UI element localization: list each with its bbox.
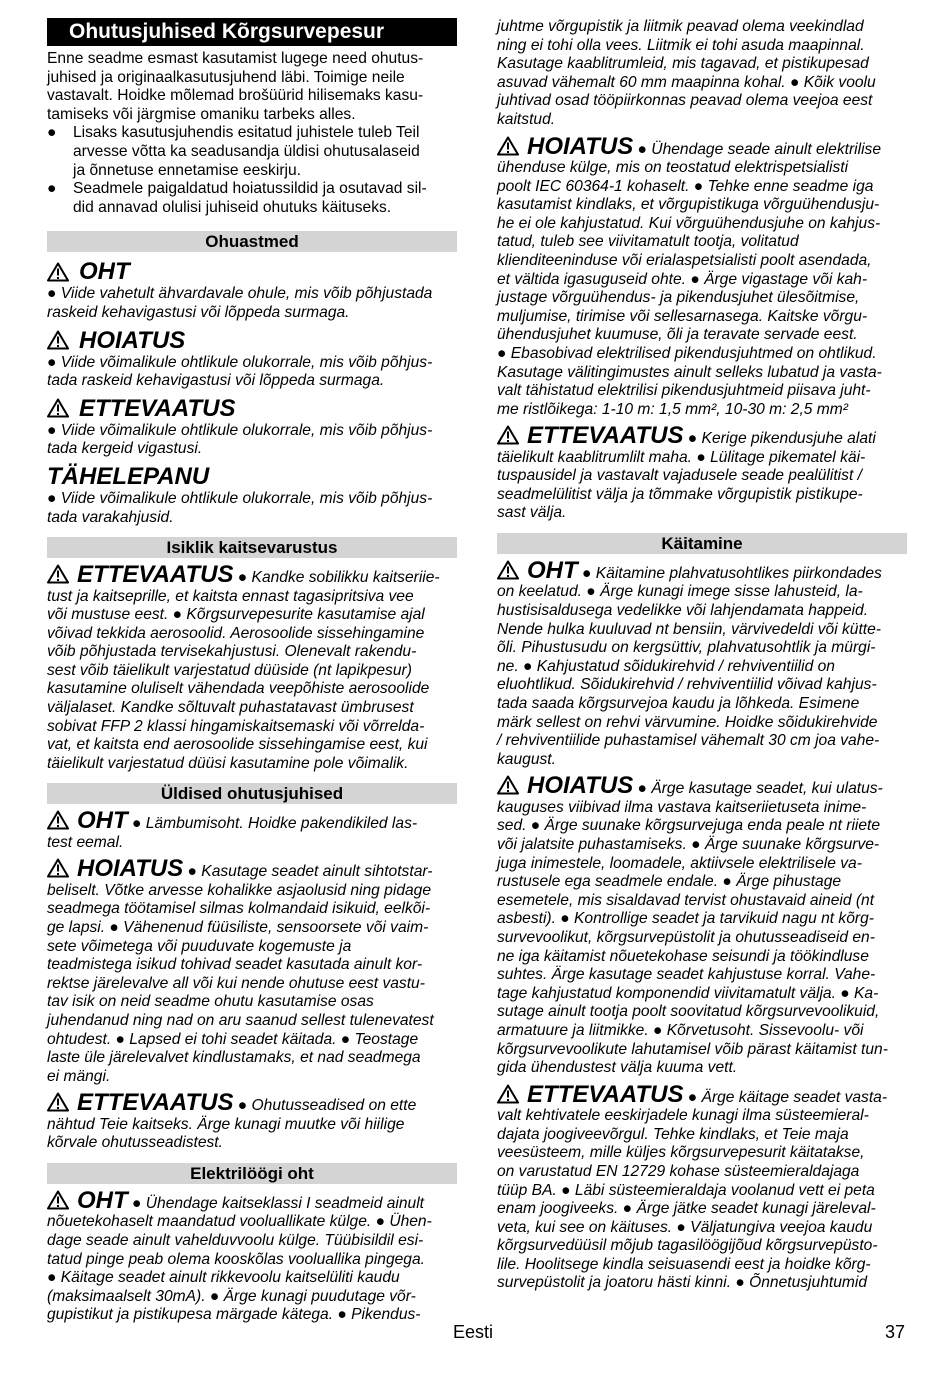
hazard-text-line: ● Viide võimalikule ohtlikule olukorrale, mis võib põhjus- [47, 489, 433, 507]
warning-text-line: ● Ebasobivad elektrilised pikendusjuhtmed on ohtlikud. [497, 344, 877, 362]
warning-text-line: tust ja kaitseprille, et kaitsta ennast tagasipritsiva vee [47, 587, 414, 605]
bullet-line: did annavad olulisi juhiseid ohutuks käituseks. [73, 198, 392, 216]
warning-triangle-icon [47, 810, 69, 830]
warning-text: ● Kandke sobilikku kaitseriie- [233, 569, 440, 587]
warning-text-line: esemetele, mis sisaldavad tervist ohustavaid aineid (nt [497, 891, 875, 909]
warning-text-line: on varustatud EN 12729 kohase süsteemieraldajaga [497, 1162, 860, 1180]
warning-text-line: laste üle järelevalvet kindlustamaks, et nad seadmega [47, 1049, 421, 1067]
hazard-text-line: tada kergeid vigastusi. [47, 440, 203, 458]
intro-line: vastavalt. Hoidke mõlemad brošüürid hilisemaks kasu- [47, 87, 424, 105]
warning-text-line: he ei ole kahjustatud. Kui võrguühendusjuhe on kahjus- [497, 214, 881, 232]
warning-text-line: rustusele ega seadmele endale. ● Ärge pihustage [497, 873, 842, 891]
hazard-level-heading [47, 395, 457, 422]
warning-text-line: test eemal. [47, 833, 124, 851]
signal-word: ETTEVAATUS [79, 394, 236, 422]
warning-text-line: võib põhjustada tervisekahjustusi. Olenevalt rakendu- [47, 643, 417, 661]
intro-line: tamiseks või järgmise omaniku tarbeks alles. [47, 105, 356, 123]
section-heading: Isiklik kaitsevarustus [47, 537, 457, 558]
warning-text-line: justage võrguühendus- ja pikendusjuhet ülesõitmise, [497, 289, 860, 307]
warning-text-line: sast välja. [497, 504, 567, 522]
warning-text: ● Ärge käitage seadet vasta- [683, 1088, 888, 1106]
text-line: juhtme võrgupistik ja liitmik peavad olema veekindlad [497, 18, 864, 35]
warning-triangle-icon [47, 564, 69, 584]
warning-text-line: sobivat FFP 2 klassi hingamiskaitsemaski või võrrelda- [47, 717, 425, 735]
section-heading: Käitamine [497, 533, 907, 554]
warning-text-line: kasutamine oluliselt vähendada veepõhiste aerosoolide [47, 680, 430, 698]
warning-text-line: tatud, tuleb see viivitamatult tootja, volitatud [497, 233, 799, 251]
signal-word: HOIATUS [79, 326, 186, 354]
warning-text-line: asbesti). ● Kontrollige seadet ja tarvikuid nagu nt kõrg- [497, 910, 874, 928]
warning-text-line: seadmega töötamisel silmas kolmandaid isikuid, eelkõi- [47, 900, 431, 918]
section-heading: Üldised ohutusjuhised [47, 783, 457, 804]
bullet-item [47, 124, 457, 180]
signal-word: OHT [77, 1186, 128, 1214]
electric-caution-block [497, 422, 907, 523]
warning-text-line: väljalaset. Kandke sõltuvalt puhastatavast ümbrusest [47, 699, 414, 717]
operation-caution-block [497, 1080, 907, 1293]
bullet-symbol: ● [47, 180, 57, 198]
section-heading: Elektrilöögi oht [47, 1163, 457, 1184]
warning-text-line: nõuetekohaselt maandatud vooluallikate külge. ● Ühen- [47, 1213, 432, 1231]
warning-text: ● Ühendage kaitseklassi I seadmeid ainult [127, 1194, 425, 1212]
warning-text-line: täielikult kaablitrumlilt maha. ● Lülitage pikematel käi- [497, 448, 866, 466]
bullet-symbol: ● [47, 124, 57, 142]
general-caution-block [47, 1089, 457, 1153]
warning-text-line: tage kahjustatud komponendid viivitamatult välja. ● Ka- [497, 984, 879, 1002]
signal-word: OHT [77, 807, 128, 835]
intro-line: Enne seadme esmast kasutamist lugege need ohutus- [47, 50, 424, 67]
warning-text-line: või mustuse eest. ● Kõrgsurvepesurite kasutamise ajal [47, 606, 425, 624]
text-line: ning ei tohi olla vees. Liitmik ei tohi asuda maapinnal. [497, 36, 865, 54]
text-line: Kasutage kaablitrumleid, mis tagavad, et pistikupesad [497, 55, 869, 73]
warning-triangle-icon [47, 1092, 69, 1112]
bullet-line: arvesse võtta ka seadusandja üldisi ohutusalaseid [73, 142, 420, 160]
warning-triangle-icon [497, 425, 519, 445]
warning-text-line: tatud pinge peab olema kooskõlas vooluallika pingega. [47, 1250, 425, 1268]
warning-text-line: kasutamist kindlaks, et võrgupistikuga võrguühendusju- [497, 196, 880, 214]
signal-word: TÄHELEPANU [47, 462, 210, 490]
warning-text-line: Nende hulka kuuluvad nt bensiin, värvivedeldi või kütte- [497, 620, 882, 638]
signal-word: HOIATUS [527, 772, 634, 800]
hazard-level [47, 327, 457, 391]
warning-triangle-icon [497, 1084, 519, 1104]
intro-line: juhised ja originaalkasutusjuhend läbi. Toimige neile [47, 68, 405, 86]
warning-text: ● Kasutage seadet ainult sihtotstar- [183, 863, 433, 881]
signal-word: ETTEVAATUS [77, 561, 234, 589]
warning-text-line: muljumise, tirimise või sellesarnasega. Kaitske võrgu- [497, 307, 868, 325]
warning-text-line: eluohtlikud. Sõidukirehvid / rehviventiilid võivad kahjus- [497, 676, 877, 694]
warning-triangle-icon [497, 136, 519, 156]
warning-text-line: tüüp BA. ● Läbi süsteemieraldaja voolanud vett ei peta [497, 1181, 875, 1199]
bullet-item [47, 180, 457, 217]
warning-text-line: kõrvale ohutusseadistest. [47, 1134, 223, 1152]
warning-heading-line [497, 1080, 907, 1108]
signal-word: ETTEVAATUS [77, 1089, 234, 1117]
warning-text-line: et vältida igasuguseid ohte. ● Ärge vigastage või kah- [497, 270, 868, 288]
electric-danger-block [47, 1186, 457, 1325]
warning-text-line: gida ühendustest välja kuuma vett. [497, 1059, 738, 1077]
warning-text-line: valt tähistatud elektrilisi pikendusjuhtmeid piisava juht- [497, 382, 871, 400]
warning-text-line: tada saada kõrgsurvejoa kaudu ja lõhkeda. Esimene [497, 695, 860, 713]
hazard-text-line: ● Viide võimalikule ohtlikule olukorrale, mis võib põhjus- [47, 353, 433, 371]
warning-triangle-icon [47, 858, 69, 878]
left-column [47, 18, 457, 1325]
warning-heading-line [47, 807, 457, 835]
page-number: 37 [885, 1322, 906, 1342]
warning-text-line: ohtudest. ● Lapsed ei tohi seadet käitada. ● Teostage [47, 1030, 419, 1048]
warning-text-line: seadmelülitist välja ja tõmmake võrgupistik pistikupe- [497, 485, 863, 503]
warning-text-line: gupistikut ja pistikupesa märgade kätega. ● Pikendus- [47, 1306, 421, 1324]
text-line: kaitstud. [497, 110, 556, 128]
warning-text-line: sutage ainult tootja poolt soovitatud kõrgsurvevoolikuid, [497, 1003, 880, 1021]
warning-triangle-icon [47, 330, 69, 350]
warning-heading-line [497, 772, 907, 800]
warning-text-line: dajata joogiveevõrgul. Tehke kindlaks, et Teie maja [497, 1125, 849, 1143]
hazard-level [47, 463, 457, 527]
warning-text-line: suhtes. Ärge kasutage seadet kahjustuse korral. Vahe- [497, 966, 876, 984]
warning-text-line: ne iga käitamist nõuetekohase seisundi ja töökindluse [497, 947, 869, 965]
warning-text-line: hustisisaldusega vedelikke või lahjendamata happeid. [497, 602, 869, 620]
hazard-text-line: raskeid kehavigastusi või lõppeda surmaga. [47, 303, 350, 321]
page-title: Ohutusjuhised Kõrgsurvepesur [47, 18, 457, 46]
warning-triangle-icon [47, 1190, 69, 1210]
warning-text-line: ühenduse külge, mis on teostatud elektrispetsialisti [497, 158, 849, 176]
warning-text-line: tav isik on neid seadme ohutu kasutamise osas [47, 993, 374, 1011]
hazard-level-heading [47, 258, 457, 285]
warning-triangle-icon [497, 560, 519, 580]
ppe-caution-block [47, 561, 457, 773]
footer-language: Eesti [453, 1322, 494, 1342]
warning-text-line: / rehviventiilide puhastamisel vähemalt 30 cm joa vahe- [497, 732, 880, 750]
warning-text-line: kõrgsurvedüüsil mõjub tagasilöögijõud kõrgsurvepüsto- [497, 1237, 878, 1255]
warning-text-line: sest võib täielikult varjestatud düüside (nt lapikpesur) [47, 661, 412, 679]
hazard-text-line: tada raskeid kehavigastusi või lõppeda surmaga. [47, 372, 385, 390]
warning-text-line: on keelatud. ● Ärge kunagi imege sisse lahusteid, la- [497, 583, 863, 601]
signal-word: OHT [79, 258, 130, 286]
continued-text [497, 18, 907, 130]
warning-text: ● Ärge kasutage seadet, kui ulatus- [633, 780, 883, 798]
warning-text-line: survevoolikut, kõrgsurvepüstolit ja ohutusseadiseid en- [497, 928, 875, 946]
warning-text-line: survepüstolit ja joatoru hästi kinni. ● Õnnetusjuhtumid [497, 1274, 868, 1292]
electric-warning-block [497, 132, 907, 420]
warning-text-line: veta, kui see on käituses. ● Väljatungiva veejoa kaudu [497, 1218, 873, 1236]
signal-word: OHT [527, 557, 578, 585]
warning-text-line: ge lapsi. ● Vähenenud füüsiliste, sensoorsete või vaim- [47, 919, 429, 937]
warning-text-line: sed. ● Ärge suunake kõrgsurvejuga enda peale nt riiete [497, 817, 881, 835]
operation-warning-block [497, 772, 907, 1077]
warning-heading-line [497, 132, 907, 160]
warning-text-line: klienditeeninduse või erialaspetsialisti poolt asendada, [497, 251, 872, 269]
bullet-line: Lisaks kasutusjuhendis esitatud juhistele tuleb Teil [73, 124, 420, 142]
warning-heading-line [47, 855, 457, 883]
text-line: asuvad vähemalt 60 mm maapinna kohal. ● Kõik voolu [497, 73, 876, 91]
right-column [497, 18, 907, 1293]
hazard-level-heading [47, 327, 457, 354]
warning-text-line: (maksimaalselt 30mA). ● Ärge kunagi puudutage võr- [47, 1287, 416, 1305]
warning-text-line: võivad tekkida aerosoolid. Aerosoolide sissehingamine [47, 624, 425, 642]
warning-triangle-icon [47, 398, 69, 418]
warning-text-line: vat, et kaitsta end aerosoolide sissehingamise eest, kui [47, 736, 428, 754]
warning-text-line: valt kehtivatele eeskirjadele kunagi ilma süsteemieral- [497, 1107, 869, 1125]
warning-text-line: Kasutage välitingimustes ainult selleks lubatud ja vasta- [497, 363, 882, 381]
warning-heading-line [47, 1089, 457, 1117]
warning-text-line: kõrgsurvevoolikute lahutamisel võib pärast käitamist tun- [497, 1040, 888, 1058]
signal-word: ETTEVAATUS [527, 1080, 684, 1108]
warning-text-line: või jalatsite puhastamiseks. ● Ärge suunake kõrgsurve- [497, 836, 880, 853]
warning-text-line: beliselt. Võtke arvesse kohalikke asjaolusid ning pidage [47, 881, 432, 899]
general-danger-block [47, 807, 457, 852]
warning-text-line: täielikult varjestatud düüsi kasutamine pole võimalik. [47, 754, 409, 772]
warning-text-line: kauguses viibivad ilma vastava kaitseriietuseta inime- [497, 798, 867, 816]
warning-text-line: armatuure ja liitmikke. ● Kõrvetusoht. Sissevoolu- või [497, 1021, 864, 1039]
operation-danger-block [497, 557, 907, 769]
bullet-line: Seadmele paigaldatud hoiatussildid ja osutavad sil- [73, 180, 427, 198]
warning-text-line: ühendusjuhet kuumuse, õli ja teravate servade eest. [497, 326, 858, 344]
warning-heading-line [497, 557, 907, 585]
warning-text-line: teadmistega isikud tohivad seadet kasutada ainult kor- [47, 956, 423, 974]
warning-heading-line [47, 1186, 457, 1214]
warning-text: ● Lämbumisoht. Hoidke pakendikiled las- [127, 815, 418, 833]
hazard-text-line: ● Viide vahetult ähvardavale ohule, mis võib põhjustada [47, 285, 433, 303]
warning-text-line: märk sellest on rehvi värvumine. Hoidke sõidukirehvide [497, 713, 878, 731]
warning-text: ● Ühendage seade ainult elektrilise [633, 140, 882, 158]
warning-text-line: dage seade ainult vahelduvvoolu külge. Tüübisildil esi- [47, 1231, 424, 1249]
warning-triangle-icon [47, 262, 69, 282]
general-warning-block [47, 855, 457, 1086]
hazard-level [47, 395, 457, 459]
hazard-text-line: tada varakahjusid. [47, 508, 174, 526]
bullet-line: ja õnnetuse ennetamise eeskirju. [73, 161, 301, 179]
warning-text-line: ● Käitage seadet ainult rikkevoolu kaitselüliti kaudu [47, 1269, 400, 1287]
warning-triangle-icon [497, 775, 519, 795]
text-line: juhtivad osad tööpiirkonnas peavad olema veejoa eest [497, 92, 873, 110]
warning-text-line: juga inimestele, loomadele, aktiivsele elektrilisele va- [497, 854, 862, 872]
warning-heading-line [497, 422, 907, 450]
warning-text: ● Kerige pikendusjuhe alati [683, 430, 876, 448]
warning-text-line: nähtud Teie kaitseks. Ärge kunagi muutke või hiilige [47, 1115, 405, 1133]
warning-text-line: me ristlõikega: 1-10 m: 1,5 mm², 10-30 m: 2,5 mm² [497, 400, 848, 418]
signal-word: HOIATUS [527, 132, 634, 160]
hazard-level [47, 258, 457, 322]
warning-text-line: poolt IEC 60364-1 kohaselt. ● Tehke enne seadme iga [497, 177, 874, 195]
warning-text: ● Ohutusseadised on ette [233, 1097, 417, 1115]
warning-text-line: tuspausidel ja vastavalt vajadusele seade pealülitist / [497, 467, 862, 485]
warning-text-line: enam joogiveeks. ● Ärge jätke seadet kunagi järeleval- [497, 1200, 876, 1218]
warning-text-line: veesüsteem, mille küljes kõrgsurvepesurit käitatakse, [497, 1144, 865, 1162]
warning-heading-line [47, 561, 457, 589]
warning-text-line: kaugust. [497, 750, 556, 768]
warning-text-line: juhendanud ning nad on aru saanud sellest tulenevatest [47, 1012, 434, 1029]
warning-text-line: sete võimetega või puuduvate kogemuste ja [47, 937, 352, 955]
warning-text-line: lile. Hoolitsege kindla seisuasendi eest ja hoidke kõrg- [497, 1255, 871, 1273]
warning-text-line: õli. Pihustusudu on kergsüttiv, plahvatusohtlik ja mürgi- [497, 639, 876, 657]
warning-text-line: ei mängi. [47, 1067, 111, 1085]
hazard-level-heading [47, 463, 457, 490]
intro-paragraph [47, 50, 457, 124]
warning-text-line: ne. ● Kahjustatud sõidukirehvid / rehviventiilid on [497, 657, 835, 675]
warning-text: ● Käitamine plahvatusohtlikes piirkondades [577, 565, 882, 583]
signal-word: ETTEVAATUS [527, 422, 684, 450]
section-heading: Ohuastmed [47, 231, 457, 252]
signal-word: HOIATUS [77, 855, 184, 883]
warning-text-line: rektse järelevalve all või kui nende ohutuse eest vastu- [47, 974, 425, 992]
hazard-text-line: ● Viide võimalikule ohtlikule olukorrale, mis võib põhjus- [47, 421, 433, 439]
